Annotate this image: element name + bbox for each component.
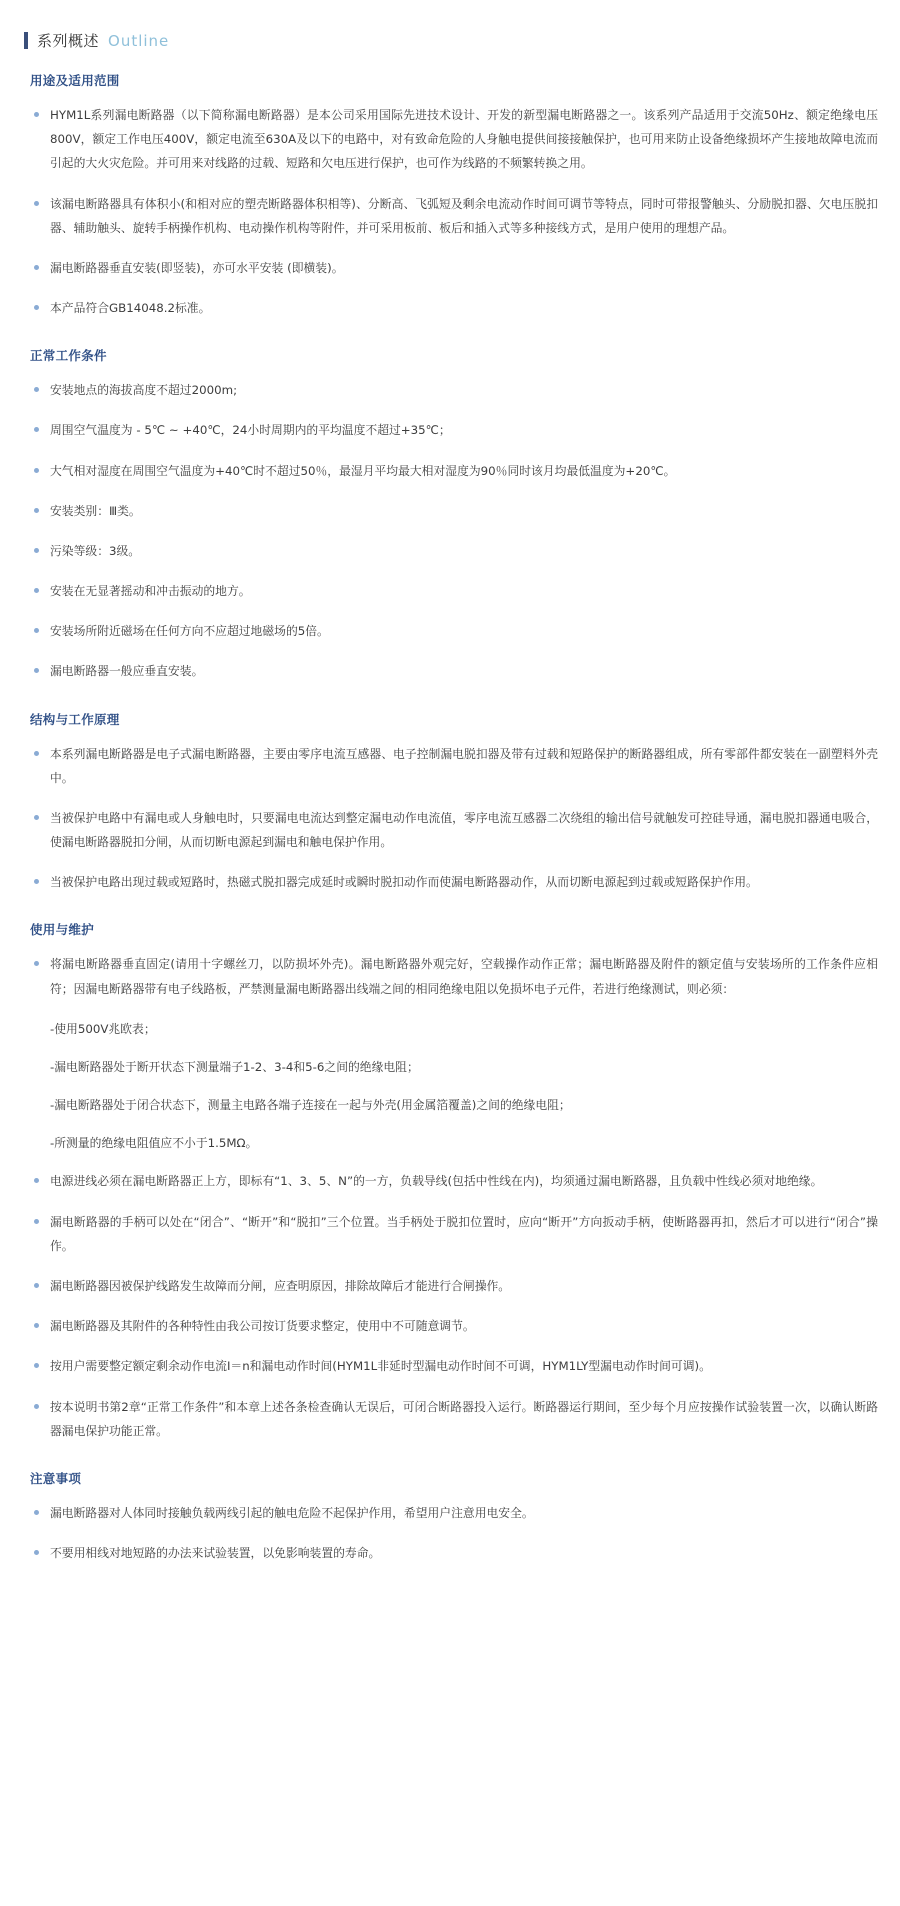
bullet-paragraph: 污染等级：3级。 [30, 539, 878, 563]
section-heading: 结构与工作原理 [30, 711, 120, 727]
sub-paragraph: -漏电断路器处于断开状态下测量端子1-2、3-4和5-6之间的绝缘电阻； [50, 1059, 419, 1074]
sub-paragraph: -漏电断路器处于闭合状态下，测量主电路各端子连接在一起与外壳(用金属箔覆盖)之间的绝缘电阻； [50, 1098, 571, 1113]
bullet-paragraph: 漏电断路器的手柄可以处在“闭合”、“断开”和“脱扣”三个位置。当手柄处于脱扣位置时，应向“断开”方向扳动手柄，使断路器再扣，然后才可以进行“闭合”操作。 [30, 1210, 878, 1258]
section-paragraph-list [22, 742, 878, 895]
section-paragraph-list [22, 952, 878, 1442]
bullet-paragraph: 按本说明书第2章“正常工作条件”和本章上述各条检查确认无误后，可闭合断路器投入运行。断路器运行期间，至少每个月应按操作试验装置一次，以确认断路器漏电保护功能正常。 [30, 1395, 878, 1443]
document-content [22, 71, 878, 1565]
bullet-paragraph: 漏电断路器及其附件的各种特性由我公司按订货要求整定，使用中不可随意调节。 [30, 1314, 878, 1338]
section-heading: 使用与维护 [30, 922, 95, 938]
title-accent-bar [24, 32, 28, 49]
bullet-paragraph: 漏电断路器一般应垂直安装。 [30, 659, 878, 683]
bullet-paragraph: 不要用相线对地短路的办法来试验装置，以免影响装置的寿命。 [30, 1541, 878, 1565]
bullet-paragraph: 本系列漏电断路器是电子式漏电断路器，主要由零序电流互感器、电子控制漏电脱扣器及带有过载和短路保护的断路器组成，所有零部件都安装在一副塑料外壳中。 [30, 742, 878, 790]
bullet-paragraph: 当被保护电路出现过载或短路时，热磁式脱扣器完成延时或瞬时脱扣动作而使漏电断路器动作，从而切断电源起到过载或短路保护作用。 [30, 870, 878, 894]
bullet-paragraph: HYM1L系列漏电断路器（以下简称漏电断路器）是本公司采用国际先进技术设计、开发的新型漏电断路器之一。该系列产品适用于交流50Hz、额定绝缘电压800V，额定工作电压400V，额定电流至630A及以下的电路中，对有致命危险的人身触电提供间接接触保护，也可用来防止设备绝缘损坏产生接地故障电流而引起的大火灾危险。并可用来对线路的过载、短路和欠电压进行保护，也可作为线路的不频繁转换之用。 [30, 103, 878, 176]
bullet-paragraph: 当被保护电路中有漏电或人身触电时，只要漏电电流达到整定漏电动作电流值，零序电流互感器二次绕组的输出信号就触发可控硅导通，漏电脱扣器通电吸合，使漏电断路器脱扣分闸，从而切断电源起到漏电和触电保护作用。 [30, 806, 878, 854]
section-paragraph-list [22, 1501, 878, 1565]
bullet-paragraph: 电源进线必须在漏电断路器正上方，即标有“1、3、5、N”的一方，负载导线(包括中性线在内)，均须通过漏电断路器，且负载中性线必须对地绝缘。 [30, 1169, 878, 1193]
page-title-cn: 系列概述 [37, 32, 100, 50]
sub-paragraph: -所测量的绝缘电阻值应不小于1.5MΩ。 [50, 1136, 258, 1151]
section-heading: 正常工作条件 [30, 348, 107, 364]
bullet-paragraph: 按用户需要整定额定剩余动作电流I＝n和漏电动作时间(HYM1L非延时型漏电动作时间不可调，HYM1LY型漏电动作时间可调)。 [30, 1354, 878, 1378]
section-paragraph-list [22, 103, 878, 320]
bullet-paragraph: 安装场所附近磁场在任何方向不应超过地磁场的5倍。 [30, 619, 878, 643]
sub-paragraph: -使用500V兆欧表； [50, 1021, 156, 1036]
bullet-paragraph: 安装在无显著摇动和冲击振动的地方。 [30, 579, 878, 603]
bullet-paragraph: 漏电断路器对人体同时接触负载两线引起的触电危险不起保护作用，希望用户注意用电安全。 [30, 1501, 878, 1525]
bullet-paragraph: 漏电断路器因被保护线路发生故障而分闸，应查明原因，排除故障后才能进行合闸操作。 [30, 1274, 878, 1298]
bullet-paragraph: 该漏电断路器具有体积小(和相对应的塑壳断路器体积相等)、分断高、飞弧短及剩余电流动作时间可调节等特点，同时可带报警触头、分励脱扣器、欠电压脱扣器、辅助触头、旋转手柄操作机构、电动操作机构等附件，并可采用板前、板后和插入式等多种接线方式，是用户使用的理想产品。 [30, 192, 878, 240]
bullet-paragraph: 本产品符合GB14048.2标准。 [30, 296, 878, 320]
section-heading: 用途及适用范围 [30, 73, 120, 88]
section-paragraph-list [22, 378, 878, 683]
bullet-paragraph: 漏电断路器垂直安装(即竖装)，亦可水平安装 (即横装)。 [30, 256, 878, 280]
page-title-en: Outline [108, 31, 170, 50]
bullet-paragraph: 安装地点的海拔高度不超过2000m; [30, 378, 878, 402]
page-title [24, 30, 878, 51]
bullet-paragraph: 将漏电断路器垂直固定(请用十字螺丝刀，以防损坏外壳)。漏电断路器外观完好，空载操作动作正常；漏电断路器及附件的额定值与安装场所的工作条件应相符；因漏电断路器带有电子线路板，严禁测量漏电断路器出线端之间的相同绝缘电阻以免损坏电子元件，若进行绝缘测试，则必须： [30, 952, 878, 1000]
bullet-paragraph: 大气相对湿度在周围空气温度为+40℃时不超过50％，最湿月平均最大相对湿度为90％同时该月均最低温度为+20℃。 [30, 459, 878, 483]
bullet-paragraph: 安装类别：Ⅲ类。 [30, 499, 878, 523]
bullet-paragraph: 周围空气温度为 - 5℃ ~ +40℃，24小时周期内的平均温度不超过+35℃； [30, 418, 878, 442]
section-heading: 注意事项 [30, 1470, 82, 1486]
